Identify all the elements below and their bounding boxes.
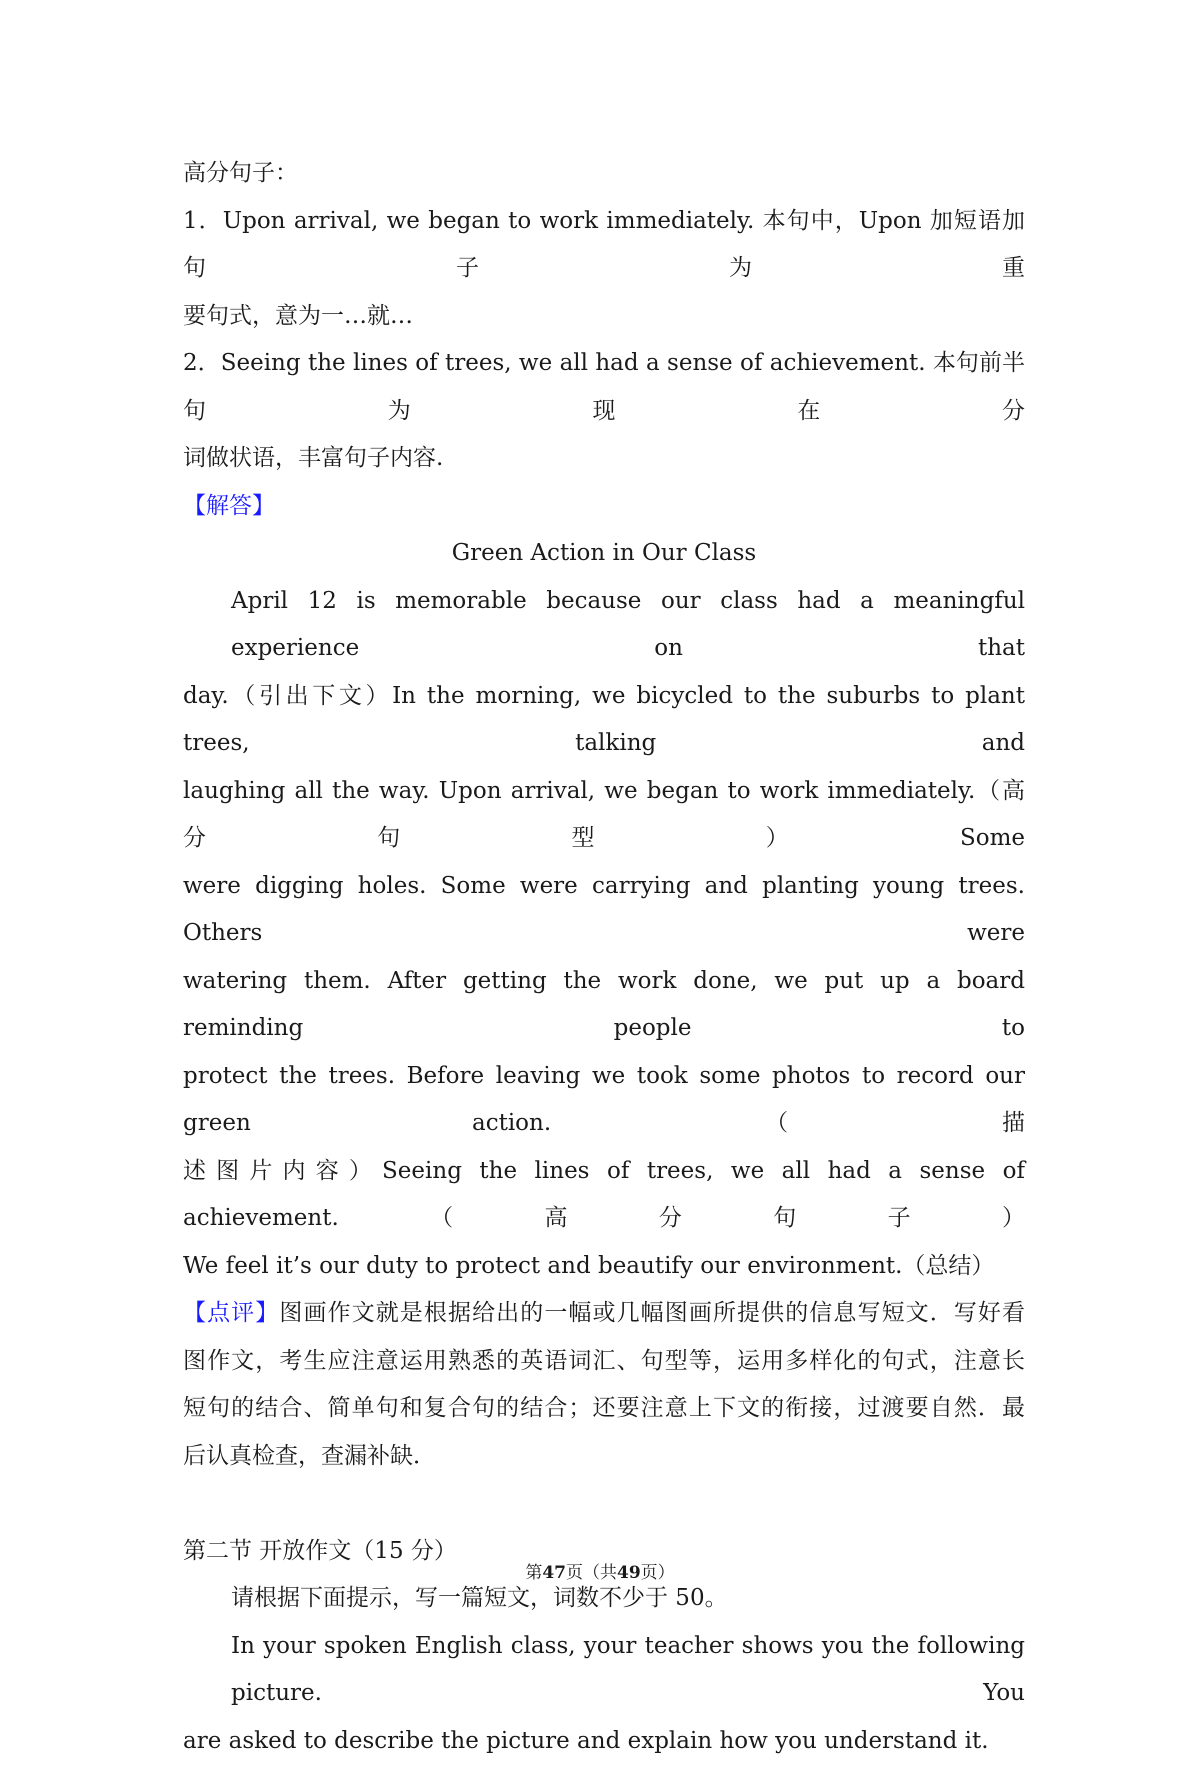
footer-total-pages: 49 — [617, 1563, 641, 1583]
section-2-instruction: 请根据下面提示，写一篇短文，词数不少于 50。 — [183, 1575, 1025, 1623]
essay-line-4: were digging holes. Some were carrying and planting young trees. Others were — [183, 863, 1025, 958]
answer-tag: 【解答】 — [183, 483, 1025, 531]
essay-line-6: protect the trees. Before leaving we took some photos to record our green action.（描 — [183, 1053, 1025, 1148]
footer-middle: 页（共 — [566, 1563, 617, 1583]
high-score-sentences-label: 高分句子： — [183, 150, 1025, 198]
point-2-line-2: 词做状语，丰富句子内容. — [183, 435, 1025, 483]
essay-line-1: April 12 is memorable because our class had a meaningful experience on that — [183, 578, 1025, 673]
essay-line-5: watering them. After getting the work done, we put up a board reminding people to — [183, 958, 1025, 1053]
section-2-heading: 第二节 开放作文（15 分） — [183, 1528, 1025, 1576]
comment-line-4: 后认真检查，查漏补缺． — [183, 1433, 1025, 1481]
point-1-line-2: 要句式，意为一…就… — [183, 293, 1025, 341]
comment-line-3: 短句的结合、简单句和复合句的结合；还要注意上下文的衔接，过渡要自然．最 — [183, 1385, 1025, 1433]
essay-line-7: 述图片内容）Seeing the lines of trees, we all had a sense of achievement.（高分句子） — [183, 1148, 1025, 1243]
comment-line-1-text: 图画作文就是根据给出的一幅或几幅图画所提供的信息写短文．写好看 — [279, 1300, 1025, 1326]
section-gap — [183, 1480, 1025, 1528]
section-2-prompt-line-2: are asked to describe the picture and explain how you understand it. — [183, 1718, 1025, 1765]
footer-suffix: 页） — [641, 1563, 675, 1583]
comment-line-2: 图作文，考生应注意运用熟悉的英语词汇、句型等，运用多样化的句式，注意长 — [183, 1338, 1025, 1386]
footer-page-number: 47 — [542, 1563, 566, 1583]
essay-line-2: day.（引出下文）In the morning, we bicycled to the suburbs to plant trees, talking and — [183, 673, 1025, 768]
point-1-line-1: 1．Upon arrival, we began to work immediately. 本句中，Upon 加短语加句子为重 — [183, 198, 1025, 293]
essay-title: Green Action in Our Class — [183, 530, 1025, 578]
essay-line-3: laughing all the way. Upon arrival, we began to work immediately.（高分句型）Some — [183, 768, 1025, 863]
footer-prefix: 第 — [525, 1563, 542, 1583]
page-content — [183, 150, 1025, 1765]
section-2-prompt-line-1: In your spoken English class, your teacher shows you the following picture. You — [183, 1623, 1025, 1718]
page-footer — [0, 1558, 1200, 1583]
comment-line-1 — [183, 1290, 1025, 1338]
essay-line-8: We feel it’s our duty to protect and beautify our environment.（总结） — [183, 1243, 1025, 1291]
comment-tag: 【点评】 — [183, 1300, 279, 1326]
point-2-line-1: 2．Seeing the lines of trees, we all had a sense of achievement. 本句前半句为现在分 — [183, 340, 1025, 435]
